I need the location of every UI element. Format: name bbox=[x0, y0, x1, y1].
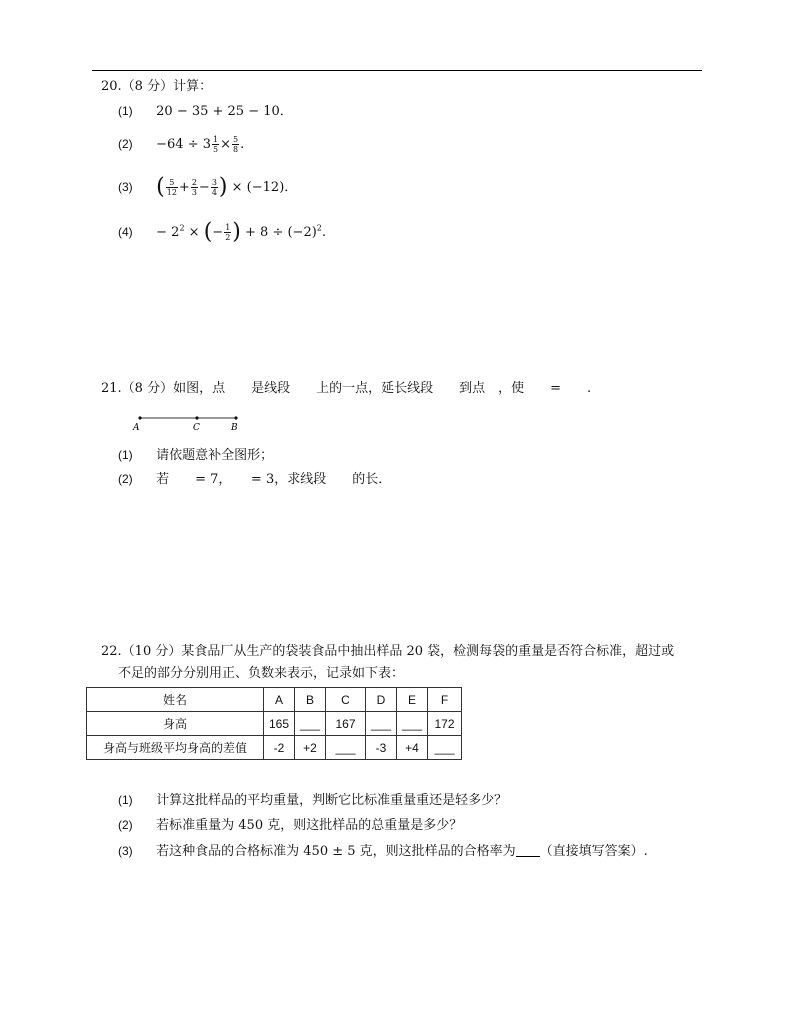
q22-part3-text-a: 若这种食品的合格标准为 450 ± 5 克，则这批样品的合格率为 bbox=[156, 844, 516, 859]
table-row bbox=[87, 736, 462, 760]
q21-part1-text: 请依题意补全图形； bbox=[156, 448, 274, 463]
item-number: (1) bbox=[118, 448, 133, 462]
table-cell: 身高 bbox=[87, 712, 264, 736]
item-number: (2) bbox=[118, 472, 133, 486]
header-rule bbox=[92, 70, 702, 71]
table-cell: ___ bbox=[295, 712, 326, 736]
table-cell: ___ bbox=[428, 736, 462, 760]
fraction: $\frac{5}{8}$ bbox=[233, 135, 239, 154]
fraction: $\frac{1}{2}$ bbox=[225, 223, 231, 243]
q22-title-line1: 22.（10 分）某食品厂从生产的袋装食品中抽出样品 20 袋，检测每袋的重量是否符合标准，超过或 bbox=[101, 644, 675, 659]
item-number: (3) bbox=[118, 844, 133, 858]
item-number: (3) bbox=[118, 180, 133, 194]
q21-part1 bbox=[118, 446, 273, 465]
table-cell: ___ bbox=[397, 712, 428, 736]
table-cell: ___ bbox=[366, 712, 397, 736]
q20-part2 bbox=[118, 135, 244, 154]
table-cell: ___ bbox=[326, 736, 366, 760]
table-row bbox=[87, 712, 462, 736]
item-number: (1) bbox=[118, 793, 133, 807]
point-b bbox=[234, 416, 237, 419]
q20-expr1: 20 − 35 + 25 − 10． bbox=[156, 104, 293, 119]
fraction: $\frac{1}{5}$ bbox=[213, 135, 219, 154]
table-cell: 172 bbox=[428, 712, 462, 736]
q21-part2 bbox=[118, 470, 391, 489]
q20-title: 20.（8 分）计算： bbox=[101, 79, 213, 94]
table-cell: B bbox=[295, 688, 326, 712]
item-number: (2) bbox=[118, 818, 133, 832]
table-header-row bbox=[87, 688, 462, 712]
q20-expr2: −64 ÷ 3 $\frac{1}{5}$ × $\frac{5}{8}$ . bbox=[156, 135, 245, 154]
label-a: A bbox=[133, 423, 140, 432]
table-cell: -3 bbox=[366, 736, 397, 760]
fraction: $\frac{2}{3}$ bbox=[191, 178, 197, 197]
table-cell: E bbox=[397, 688, 428, 712]
point-a bbox=[138, 416, 141, 419]
q20-part4 bbox=[118, 219, 327, 245]
table-cell: 165 bbox=[264, 712, 295, 736]
q20-part1 bbox=[118, 102, 293, 121]
q21-part2-text: 若 = 7， = 3，求线段 的长． bbox=[156, 472, 392, 487]
answer-blank bbox=[516, 844, 540, 857]
table-cell: +2 bbox=[295, 736, 326, 760]
q22-part3 bbox=[118, 842, 648, 861]
q22-part1 bbox=[118, 791, 507, 810]
table-cell: C bbox=[326, 688, 366, 712]
table-cell: D bbox=[366, 688, 397, 712]
fraction: $\frac{3}{4}$ bbox=[211, 178, 217, 197]
item-number: (1) bbox=[118, 104, 133, 118]
q22-part2-text: 若标准重量为 450 克，则这批样品的总重量是多少？ bbox=[156, 818, 463, 833]
table-cell: 身高与班级平均身高的差值 bbox=[87, 736, 264, 760]
table-cell: 167 bbox=[326, 712, 366, 736]
label-c: C bbox=[193, 423, 200, 432]
q20-expr3: ( $\frac{5}{12}$ + $\frac{2}{3}$ − $\frac{3}{4}$ ) × (−12)． bbox=[156, 174, 298, 200]
point-c bbox=[195, 416, 198, 419]
segment-figure bbox=[128, 410, 248, 432]
q21-title: 21.（8 分）如图，点 是线段 上的一点，延长线段 到点 ，使 = . bbox=[101, 381, 592, 396]
label-b: B bbox=[231, 423, 238, 432]
item-number: (2) bbox=[118, 137, 133, 151]
table-cell: -2 bbox=[264, 736, 295, 760]
q22-part3-text-b: （直接填写答案）. bbox=[539, 844, 648, 859]
q22-part2 bbox=[118, 816, 462, 835]
q22-title-line2: 不足的部分分别用正、负数来表示，记录如下表： bbox=[118, 666, 405, 681]
q22-part1-text: 计算这批样品的平均重量，判断它比标准重量重还是轻多少？ bbox=[156, 793, 508, 808]
table-cell: A bbox=[264, 688, 295, 712]
q20-part3 bbox=[118, 174, 298, 200]
data-table bbox=[86, 687, 462, 760]
item-number: (4) bbox=[118, 225, 133, 240]
table-cell: 姓名 bbox=[87, 688, 264, 712]
fraction: $\frac{5}{12}$ bbox=[166, 178, 177, 197]
table-cell: +4 bbox=[397, 736, 428, 760]
table-cell: F bbox=[428, 688, 462, 712]
q20-expr4: − $2^2$ × (− $\frac{1}{2}$ ) + $8 \div (-2)^2$. bbox=[156, 219, 327, 245]
